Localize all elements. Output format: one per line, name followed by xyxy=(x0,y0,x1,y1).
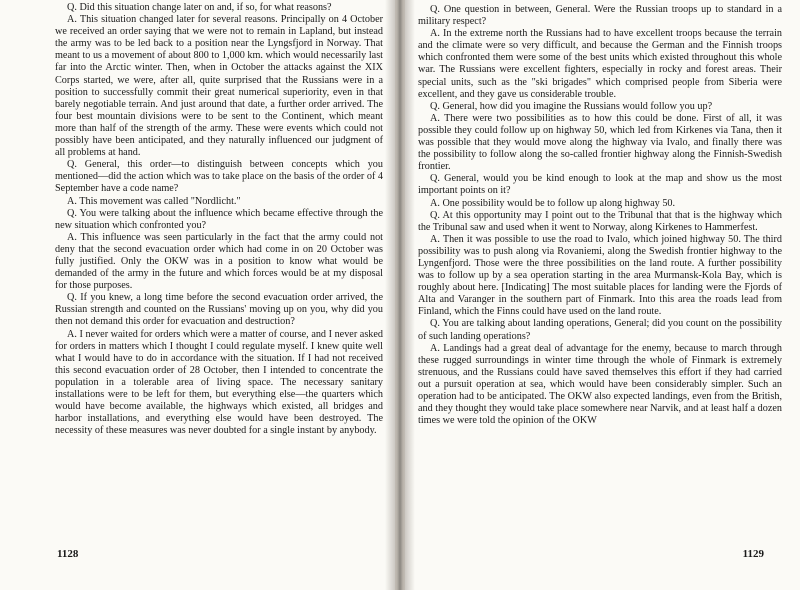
paragraph: A. In the extreme north the Russians had to have excellent troops because the terrain and the climate were so very difficult, and because the German and the Finnish troops which confronted them were some of the best units which existed throughout this whole war. The Russians were excellent fighters, especially in rocky and forest areas. Their special units, such as the "ski brigades" which comprised people from Siberia were excellent, and they gave us considerable trouble. xyxy=(418,28,782,100)
paragraph: Q. If you knew, a long time before the second evacuation order arrived, the Russian strength and counted on the Russians' moving up on you, why did you then not demand this order for evacuation and destruction? xyxy=(55,292,383,328)
paragraph: A. This situation changed later for several reasons. Principally on 4 October we received an order saying that we were not to remain in Lapland, but instead the army was to be led back to a position near the Lyngsfjord in Norway. That meant to us a movement of about 800 to 1,000 km. which would necessarily last far into the Arctic winter. Then, when in October the attacks against the XIX Corps started, we were, after all, quite surprised that the Russians were in a position to successfully commit their great numerical superiority, even in that barely negotiable terrain. And just around that date, a further order arrived. The four best mountain divisions were to be sent to the Continent, which meant more than half of the strength of the army. These were events which could not possibly have been anticipated, and they naturally influenced our judgment of all problems at hand. xyxy=(55,14,383,159)
paragraph: Q. You are talking about landing operations, General; did you count on the possibility of such landing operations? xyxy=(418,318,782,342)
page-number: 1129 xyxy=(742,548,764,560)
paragraph: Q. General, this order—to distinguish between concepts which you mentioned—did the action which was to take place on the basis of the order of 4 September have a code name? xyxy=(55,159,383,195)
paragraph: A. I never waited for orders which were a matter of course, and I never asked for orders in matters which I thought I could regulate myself. I knew quite well what I would have to do in accordance with the situation. If I had not received this second evacuation order of 28 October, then I intended to concentrate the population in a tolerable area of living space. The necessary sanitary installations were to be left for them, but everything else—the quarters which would have become available, the highways which existed, all bridges and harbor installations, and everything else would have been destroyed. The necessity of these measures was never doubted for a single instant by anybody. xyxy=(55,328,383,437)
paragraph: A. This influence was seen particularly in the fact that the army could not deny that the second evacuation order which had come in on 20 October was fully justified. Only the OKW was in a position to know what would be demanded of the army in the future and which forces would be at my disposal for those purposes. xyxy=(55,231,383,292)
paragraph: A. One possibility would be to follow up along highway 50. xyxy=(430,197,676,209)
paragraph: A. There were two possibilities as to how this could be done. First of all, it was possible they could follow up on highway 50, which led from Kirkenes via Tana, then it was possible that they would move along the highway via Ivalo, and finally there was the possibility to follow along the so-called frontier highway along the Finnish-Swedish frontier. xyxy=(418,112,782,173)
page-number: 1128 xyxy=(57,548,79,560)
paragraph: Q. You were talking about the influence which became effective through the new situation which confronted you? xyxy=(55,207,383,231)
paragraph: A. This movement was called "Nordlicht." xyxy=(67,195,241,207)
paragraph: A. Then it was possible to use the road to Ivalo, which joined highway 50. The third possibility was to push along via Rovaniemi, along the Swedish frontier highway to the Lyngenfjord. Those were the three possibilities on the land route. A further possibility was to follow up by a sea operation starting in the area Murmansk-Kola Bay, which is roughly about here. [Indicating] The most suitable places for landing were the Fjords of Alta and Varanger in the southern part of Finmark. Into this area the roads lead from Finland, which the Finns could have used on the land route. xyxy=(418,233,782,318)
paragraph: A. Landings had a great deal of advantage for the enemy, because to march through these rugged surroundings in winter time through the whole of Finmark is extremely strenuous, and the Russians could have saved themselves this effort if they had carried out a pursuit operation at sea, which would have been considerably simpler. Such an operation had to be anticipated. The OKW also expected landings, even from the British, and they thought they would take place somewhere near Narvik, and at least half a dozen times we were told the opinion of the OKW xyxy=(418,342,782,427)
right-page-text xyxy=(418,4,782,427)
right-page xyxy=(405,0,800,590)
paragraph: Q. General, would you be kind enough to look at the map and show us the most important points on it? xyxy=(418,173,782,197)
paragraph: Q. General, how did you imagine the Russians would follow you up? xyxy=(430,100,713,112)
book-gutter xyxy=(385,0,415,590)
left-page-text xyxy=(55,2,383,437)
paragraph: Q. One question in between, General. Were the Russian troops up to standard in a military respect? xyxy=(418,4,782,28)
left-page xyxy=(0,0,395,590)
paragraph: Q. Did this situation change later on and, if so, for what reasons? xyxy=(67,2,332,13)
paragraph: Q. At this opportunity may I point out to the Tribunal that that is the highway which the Tribunal saw and used when it went to Norway, along Kirkenes to Hammerfest. xyxy=(418,209,782,233)
